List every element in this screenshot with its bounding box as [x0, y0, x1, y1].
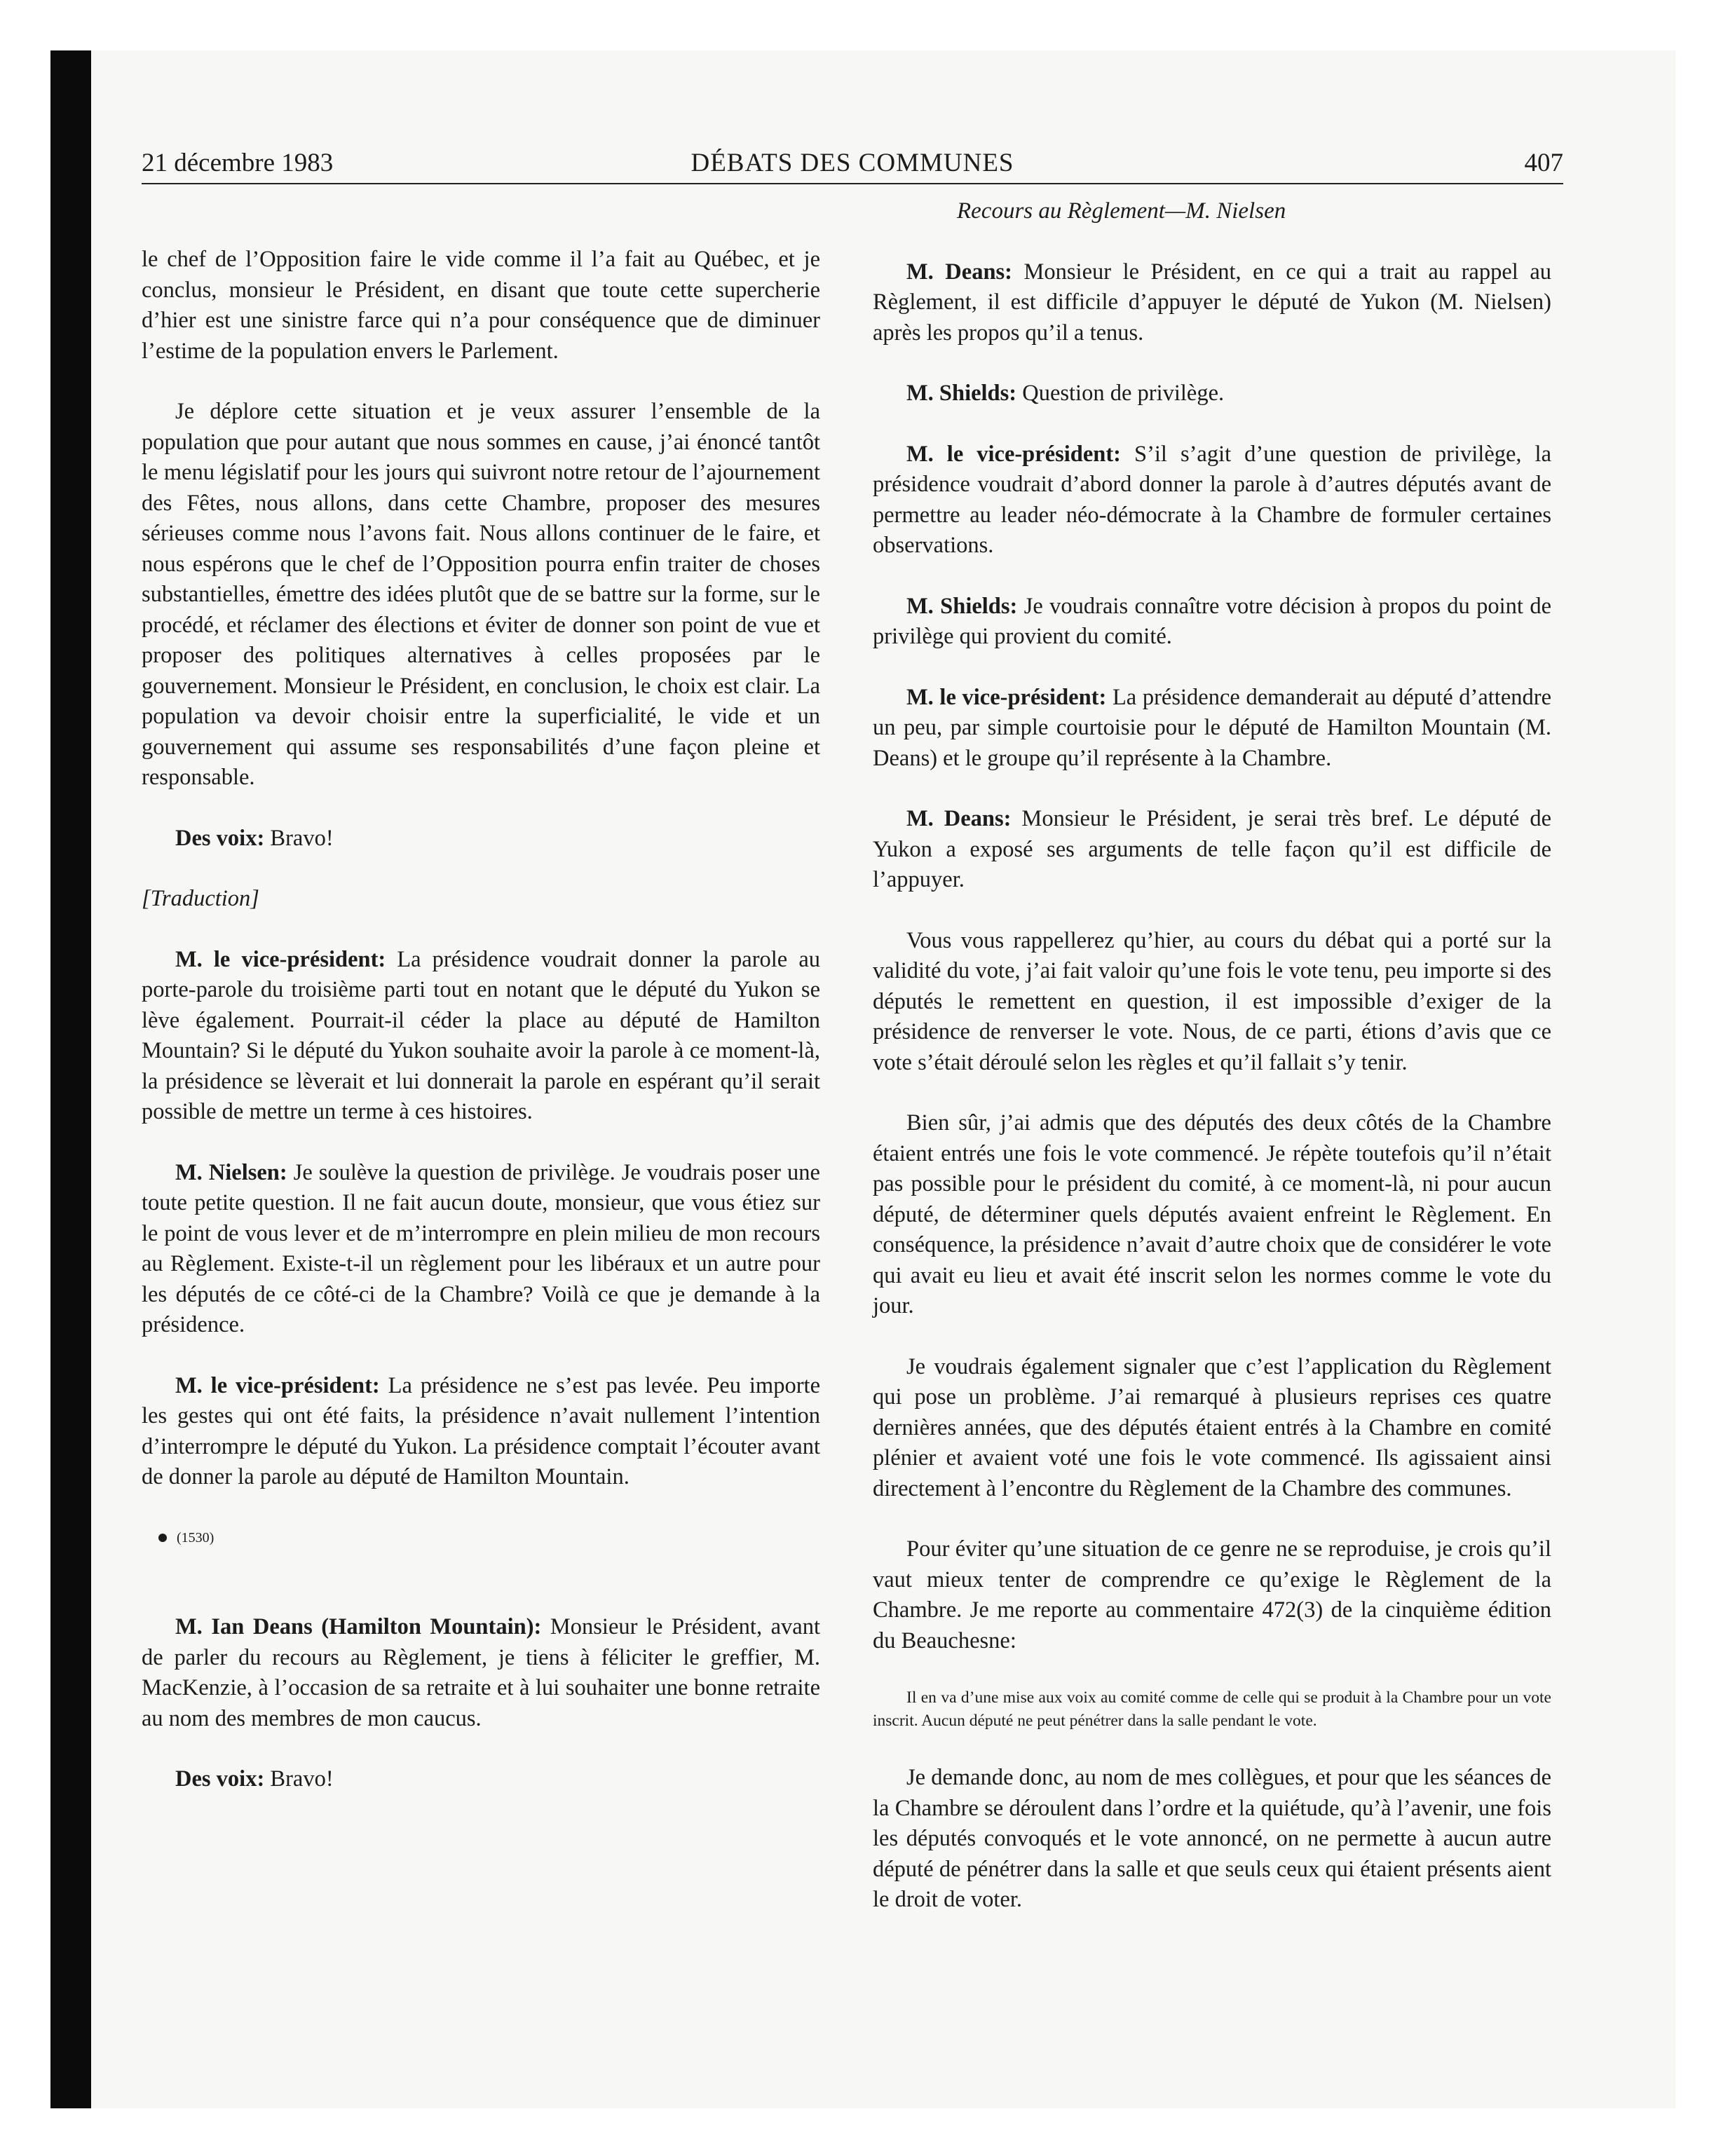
paragraph: le chef de l’Opposition faire le vide comme il l’a fait au Québec, et je conclus, monsieur le Président, en disant que toute cette supercherie d’hier est une sinistre farce qui n’a pour conséquence que de diminuer l’estime de la population envers le Parlement.	[142, 247, 820, 364]
page-number: 407	[1524, 149, 1563, 177]
block-quote: Il en va d’une mise aux voix au comité comme de celle qui se produit à la Chambre pour un vote inscrit. Aucun député ne peut pénétrer dans la salle pendant le vote.	[873, 1688, 1551, 1730]
speech-text: Monsieur le Président, en ce qui a trait au rappel au Règlement, il est difficile d’appuyer le député de Yukon (M. Nielsen) après les propos qu’il a tenus.	[873, 259, 1551, 346]
paragraph	[142, 1158, 820, 1341]
paragraph: Vous vous rappellerez qu’hier, au cours du débat qui a porté sur la validité du vote, j’ai fait valoir qu’une fois le vote tenu, peu importe si des députés le remettent en question, il est impossible d’exiger de la présidence de renverser le vote. Nous, de ce parti, étions d’avis que ce vote s’était déroulé selon les règles et qu’il fallait s’y tenir.	[873, 927, 1551, 1075]
paragraph	[873, 439, 1551, 561]
speech-text: La présidence ne s’est pas levée. Peu importe les gestes qui ont été faits, la présidence n’avait nullement l’intention d’interrompre le député du Yukon. La présidence comptait l’écouter avant de donner la parole au député de Hamilton Mountain.	[142, 1372, 820, 1489]
paragraph	[142, 824, 820, 854]
speaker-name: M. Deans:	[906, 806, 1012, 831]
binding-edge	[50, 50, 91, 2108]
header-rule	[142, 183, 1563, 184]
speech-text: Je soulève la question de privilège. Je voudrais poser une toute petite question. Il ne fait aucun doute, monsieur, que vous étiez sur le point de vous lever et de m’interrompre en plein milieu de mon recours au Règlement. Existe-t-il un règlement pour les libéraux et un autre pour les députés de ce côté-ci de la Chambre? Voilà ce que je demande à la présidence.	[142, 1159, 820, 1337]
paragraph	[142, 1371, 820, 1493]
page-header	[142, 146, 1563, 181]
paragraph: Je voudrais également signaler que c’est l’application du Règlement qui pose un problème. J’ai remarqué à plusieurs reprises ces quatre dernières années, que des députés étaient entrés à la Chambre en comité plénier et avaient voté une fois le vote commencé. Ils agissaient ainsi directement à l’encontre du Règlement de la Chambre des communes.	[873, 1353, 1551, 1501]
paragraph	[873, 592, 1551, 653]
speech-text: Bravo!	[264, 825, 334, 851]
paragraph: Bien sûr, j’ai admis que des députés des deux côtés de la Chambre étaient entrés une fois le vote commencé. Je répète toutefois qu’il n’était pas possible pour le président du comité, à ce moment-là, ni pour aucun député, de déterminer quels députés avaient enfreint le Règlement. En conséquence, la présidence n’avait d’autre choix que de considérer le vote qui avait eu lieu et avait été inscrit selon les normes comme le vote du jour.	[873, 1110, 1551, 1318]
paragraph	[873, 257, 1551, 349]
speaker-name: M. Nielsen:	[175, 1159, 287, 1185]
right-column	[873, 196, 1551, 1946]
paragraph	[142, 1612, 820, 1734]
speaker-name: M. Ian Deans (Hamilton Mountain):	[175, 1614, 542, 1639]
speaker-name: M. le vice-président:	[906, 441, 1122, 467]
speaker-name: Des voix:	[175, 1766, 265, 1792]
speaker-name: M. Shields:	[906, 593, 1018, 619]
speaker-name: M. le vice-président:	[175, 1372, 380, 1398]
speech-text: Monsieur le Président, je serai très bref. Le député de Yukon a exposé ses arguments de telle façon qu’il est difficile de l’appuyer.	[873, 806, 1551, 892]
paragraph	[873, 683, 1551, 775]
paragraph	[873, 378, 1551, 409]
speaker-name: M. le vice-président:	[906, 684, 1107, 710]
left-column	[142, 245, 820, 1825]
timestamp	[142, 1523, 820, 1554]
header-date: 21 décembre 1983	[142, 149, 334, 177]
paragraph	[873, 804, 1551, 896]
paragraph: Pour éviter qu’une situation de ce genre ne se reproduise, je crois qu’il vaut mieux tenter de comprendre ce qu’exige le Règlement de la Chambre. Je me reporte au commentaire 472(3) de la cinquième édition du Beauchesne:	[873, 1536, 1551, 1653]
paragraph	[142, 945, 820, 1128]
timestamp-text: (1530)	[177, 1529, 215, 1546]
speaker-name: M. Shields:	[906, 381, 1017, 406]
paragraph: Je déplore cette situation et je veux assurer l’ensemble de la population que pour autant que nous sommes en cause, j’ai énoncé tantôt le menu législatif pour les jours qui suivront notre retour de l’ajournement des Fêtes, nous allons, dans cette Chambre, proposer des mesures sérieuses comme nous l’avons fait. Nous allons continuer de le faire, et nous espérons que le chef de l’Opposition pourra enfin traiter de choses substantielles, émettre des idées plutôt que de se battre sur la forme, sur le procédé, et réclamer des élections et éviter de donner son point de vue et proposer des politiques alternatives à celles proposées par le gouvernement. Monsieur le Président, en conclusion, le choix est clair. La population va devoir choisir entre la superficialité, le vide et un gouvernement qui assume ses responsabilités d’une façon pleine et responsable.	[142, 399, 820, 790]
running-head: Recours au Règlement—M. Nielsen	[957, 198, 1286, 224]
paragraph: Je demande donc, au nom de mes collègues, et pour que les séances de la Chambre se déroulent dans l’ordre et la quiétude, qu’à l’avenir, une fois les députés convoqués et le vote annoncé, on ne permette à aucun autre député de pénétrer dans la salle et que seuls ceux qui étaient présents aient le droit de voter.	[873, 1765, 1551, 1912]
speech-text: La présidence voudrait donner la parole au porte-parole du troisième parti tout en notant que le député du Yukon se lève également. Pourrait-il céder la place au député de Hamilton Mountain? Si le député du Yukon souhaite avoir la parole à ce moment-là, la présidence se lèverait et lui donnerait la parole en espérant qu’il serait possible de mettre un terme à ces histoires.	[142, 946, 820, 1124]
speaker-name: M. Deans:	[906, 259, 1012, 285]
speaker-name: Des voix:	[175, 825, 265, 851]
speech-text: Monsieur le Président, avant de parler du recours au Règlement, je tiens à féliciter le greffier, M. MacKenzie, à l’occasion de sa retraite et à lui souhaiter une bonne retraite au nom des membres de mon caucus.	[142, 1614, 820, 1731]
speech-text: Je voudrais connaître votre décision à propos du point de privilège qui provient du comité.	[873, 593, 1551, 649]
paragraph	[142, 1764, 820, 1795]
speaker-name: M. le vice-président:	[175, 946, 386, 972]
bullet-icon	[158, 1534, 167, 1542]
translation-tag: [Traduction]	[142, 886, 259, 911]
speech-text: Bravo!	[264, 1766, 334, 1792]
speech-text: S’il s’agit d’une question de privilège, la présidence voudrait d’abord donner la parole à d’autres députés avant de permettre au leader néo-démocrate à la Chambre de formuler certaines observations.	[873, 441, 1551, 558]
speech-text: La présidence demanderait au député d’attendre un peu, par simple courtoisie pour le député de Hamilton Mountain (M. Deans) et le groupe qu’il représente à la Chambre.	[873, 684, 1552, 771]
header-title: DÉBATS DES COMMUNES	[690, 149, 1014, 177]
speech-text: Question de privilège.	[1016, 381, 1225, 406]
